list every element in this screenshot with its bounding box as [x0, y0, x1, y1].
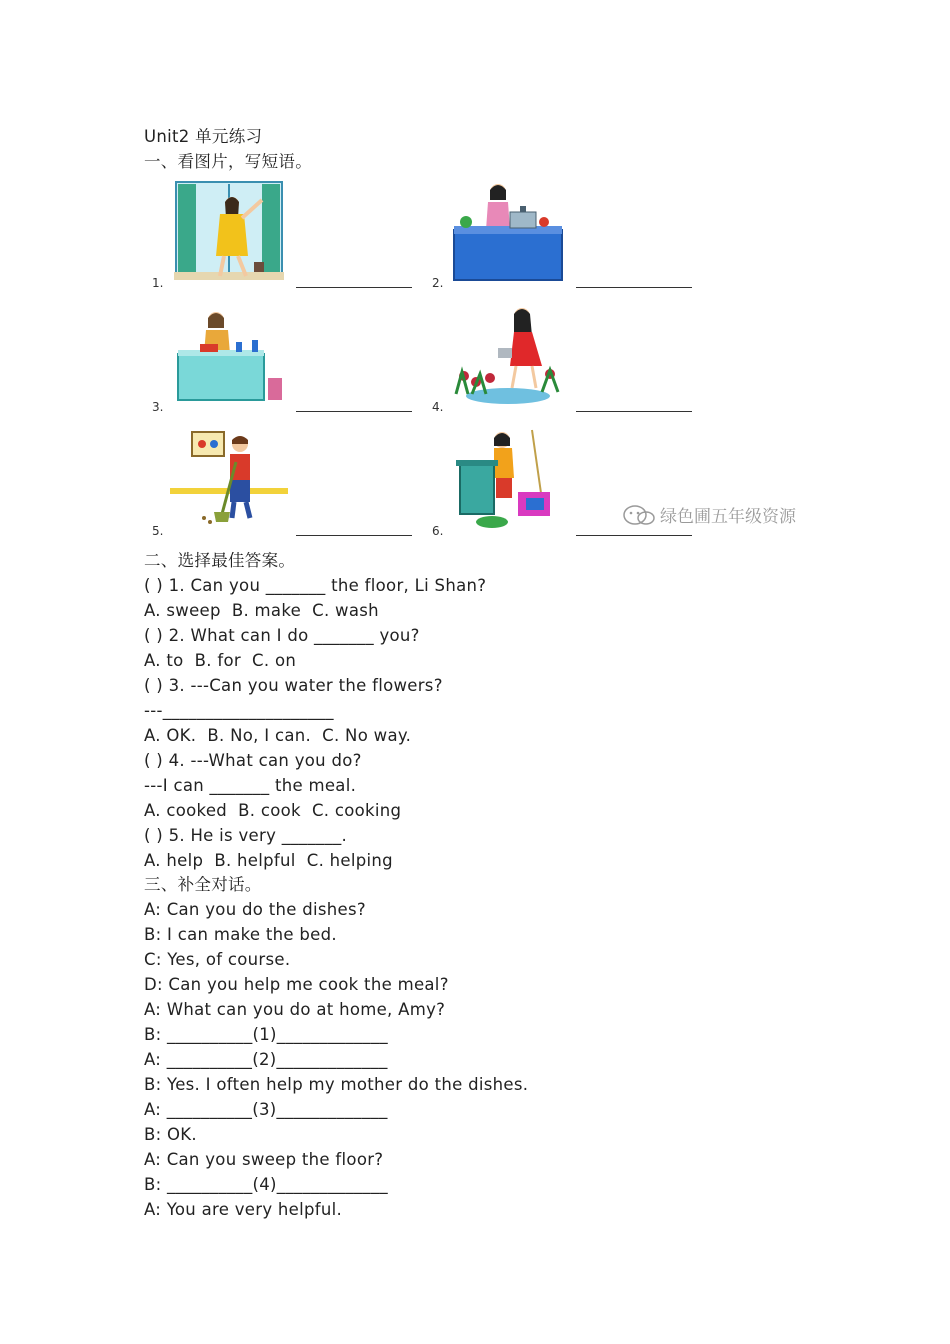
question-line: ( ) 2. What can I do _______ you?: [144, 626, 420, 645]
section1-heading: 一、看图片，写短语。: [144, 152, 312, 171]
dialogue-line: A: You are very helpful.: [144, 1200, 343, 1219]
picture-item-4: [432, 302, 712, 414]
answer-blank[interactable]: [296, 411, 412, 412]
sweep-floor-icon: [170, 426, 288, 532]
dialogue-line: A: What can you do at home, Amy?: [144, 1000, 446, 1019]
dialogue-line: B: Yes. I often help my mother do the dishes.: [144, 1075, 529, 1094]
dialogue-line: A: __________(2)_____________: [144, 1050, 388, 1069]
watermark: [622, 502, 796, 527]
water-flowers-icon: [450, 302, 568, 408]
question-line: ( ) 3. ---Can you water the flowers?: [144, 676, 443, 695]
page-title: Unit2 单元练习: [144, 127, 263, 146]
question-line: ( ) 1. Can you _______ the floor, Li Shan?: [144, 576, 487, 595]
dialogue-line: D: Can you help me cook the meal?: [144, 975, 449, 994]
picture-number: 5.: [152, 524, 164, 538]
section3-heading: 三、补全对话。: [144, 875, 262, 894]
options-line: A. help B. helpful C. helping: [144, 851, 393, 870]
dialogue-line: A: Can you sweep the floor?: [144, 1150, 384, 1169]
picture-number: 2.: [432, 276, 444, 290]
do-dishes-icon: [170, 302, 288, 408]
answer-blank[interactable]: [576, 535, 692, 536]
cook-meal-icon: [450, 178, 568, 284]
empty-trash-icon: [450, 426, 568, 532]
clean-windows-icon: [170, 178, 288, 284]
dialogue-line: A: __________(3)_____________: [144, 1100, 388, 1119]
answer-line: ---____________________: [144, 701, 334, 720]
dialogue-line: C: Yes, of course.: [144, 950, 291, 969]
picture-item-2: [432, 178, 712, 290]
options-line: A. OK. B. No, I can. C. No way.: [144, 726, 412, 745]
wechat-logo-icon: [622, 504, 656, 526]
picture-number: 1.: [152, 276, 164, 290]
question-line: ---I can _______ the meal.: [144, 776, 357, 795]
dialogue-line: B: __________(4)_____________: [144, 1175, 388, 1194]
watermark-text: 绿色圃五年级资源: [660, 507, 796, 527]
section2-heading: 二、选择最佳答案。: [144, 551, 296, 570]
picture-item-3: [152, 302, 432, 414]
answer-blank[interactable]: [296, 287, 412, 288]
picture-number: 6.: [432, 524, 444, 538]
options-line: A. to B. for C. on: [144, 651, 297, 670]
picture-item-5: [152, 426, 432, 538]
question-line: ( ) 4. ---What can you do?: [144, 751, 362, 770]
options-line: A. cooked B. cook C. cooking: [144, 801, 402, 820]
answer-blank[interactable]: [576, 287, 692, 288]
picture-number: 3.: [152, 400, 164, 414]
options-line: A. sweep B. make C. wash: [144, 601, 379, 620]
dialogue-line: A: Can you do the dishes?: [144, 900, 366, 919]
question-line: ( ) 5. He is very _______.: [144, 826, 348, 845]
picture-item-1: [152, 178, 432, 290]
picture-number: 4.: [432, 400, 444, 414]
answer-blank[interactable]: [296, 535, 412, 536]
dialogue-line: B: __________(1)_____________: [144, 1025, 388, 1044]
answer-blank[interactable]: [576, 411, 692, 412]
dialogue-line: B: I can make the bed.: [144, 925, 337, 944]
dialogue-line: B: OK.: [144, 1125, 197, 1144]
